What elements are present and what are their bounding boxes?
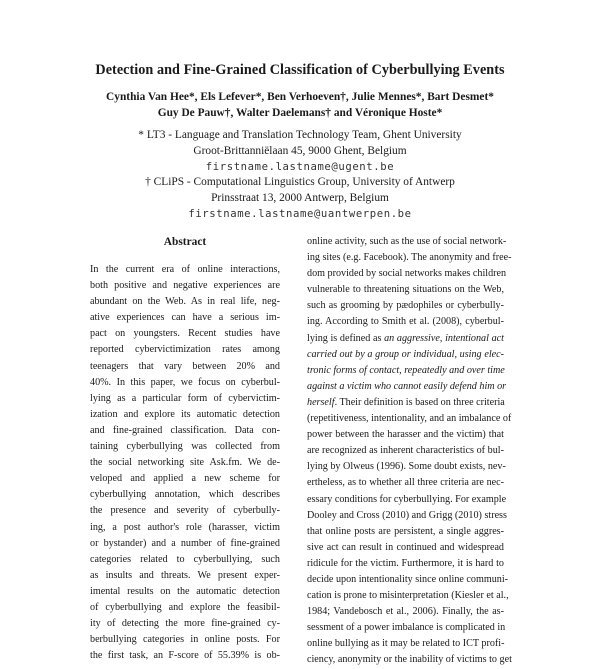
body-line: ing sites (e.g. Facebook). The anonymity and free- <box>307 252 512 264</box>
abstract-line: teenagers that vary between 20% and <box>90 360 280 372</box>
author-list <box>0 90 600 121</box>
abstract-line: ative experiences can have a serious im- <box>90 312 280 324</box>
affiliation-clips-name: † CLiPS - Computational Linguistics Group, University of Antwerp <box>145 176 455 189</box>
body-line: power between the harasser and the victim) that <box>307 429 504 441</box>
body-line: decide upon intentionality since online communi- <box>307 573 509 585</box>
abstract-line: ity of detecting the more fine-grained cy- <box>90 618 280 630</box>
body-line: are recognized as inherent characteristics of bul- <box>307 445 504 457</box>
body-line: dom provided by social networks makes children <box>307 268 507 280</box>
body-line <box>307 395 504 411</box>
body-text: . Their definition is based on three criteria <box>334 396 505 408</box>
abstract-line: 40%. In this paper, we focus on cyberbul- <box>90 376 280 388</box>
abstract-line: reported cybervictimization rates among <box>90 344 280 356</box>
body-line: sive act can result in continued and widespread <box>307 541 504 553</box>
abstract-line: the social networking site Ask.fm. We de- <box>90 457 280 469</box>
abstract-heading: Abstract <box>163 236 207 248</box>
body-line: ridicule for the victim. Furthermore, it is hard to <box>307 557 504 569</box>
abstract-line: In the current era of online interactions, <box>90 264 280 275</box>
body-line <box>307 363 504 379</box>
abstract-line: taining cyberbullying was collected from <box>90 441 280 453</box>
abstract-line: pact on youngsters. Recent studies have <box>90 328 280 340</box>
abstract-line: categories related to cyberbullying, such <box>90 553 280 565</box>
body-line: lying by Olweus (1996). Some doubt exists, nev- <box>307 461 506 473</box>
body-line <box>307 347 504 363</box>
body-line: sessment of a power imbalance is complicated in <box>307 622 506 634</box>
body-line <box>307 379 507 395</box>
definition-text: an aggressive, intentional act <box>384 332 504 344</box>
body-line: 1984; Vandebosch et al., 2006). Finally, the as- <box>307 606 504 618</box>
affiliation-lt3-address: Groot-Brittanniëlaan 45, 9000 Ghent, Belgium <box>193 144 407 157</box>
body-line: vulnerable to threatening situations on the Web, <box>307 284 504 296</box>
body-line: ciency, anonymity or the inability of victims to get <box>307 654 512 666</box>
definition-text: tronic forms of contact, repeatedly and over time <box>307 364 505 376</box>
abstract-line: of cyberbullying and explore the feasibil- <box>90 601 280 613</box>
abstract-line: lying as a particular form of cybervictim- <box>90 392 280 404</box>
abstract-line: both positive and negative experiences are <box>90 280 280 292</box>
abstract-line: ing, a post author's role (harasser, victim <box>90 521 280 533</box>
body-line: cation is prone to misinterpretation (Kiesler et al., <box>307 590 509 602</box>
affiliation-clips-address: Prinsstraat 13, 2000 Antwerp, Belgium <box>211 192 389 205</box>
abstract-line: ization and explore its automatic detection <box>90 408 280 420</box>
body-line: ing. According to Smith et al. (2008), cyberbul- <box>307 316 504 328</box>
abstract-line: and fine-grained classification. Data con- <box>90 424 280 436</box>
body-line: ertheless, as to whether all three criteria are nec- <box>307 477 504 489</box>
abstract-line: imental results on the automatic detection <box>90 585 280 597</box>
introduction-body <box>307 234 512 669</box>
affiliation-clips-email: firstname.lastname@uantwerpen.be <box>188 207 412 220</box>
body-line: that online posts are persistent, a single aggres- <box>307 525 504 537</box>
paper-title: Detection and Fine-Grained Classification of Cyberbullying Events <box>95 62 505 78</box>
author-line-2: Guy De Pauw†, Walter Daelemans† and Véronique Hoste* <box>157 106 443 119</box>
body-text: lying is defined as <box>307 332 385 344</box>
abstract-line: or bystander) and a number of fine-grained <box>90 537 280 549</box>
body-line: online bullying as it may be related to ICT profi- <box>307 638 505 650</box>
body-line <box>307 331 504 347</box>
body-line: Dooley and Cross (2010) and Grigg (2010) stress <box>307 509 507 521</box>
abstract-line: as insults and threats. We present exper- <box>90 569 280 581</box>
body-line: (repetitiveness, intentionality, and an imbalance of <box>307 413 512 425</box>
abstract-line: abundant on the Web. As in real life, neg- <box>90 296 280 308</box>
abstract-line: the first task, an F-score of 55.39% is ob- <box>90 650 280 662</box>
affiliations <box>0 128 600 223</box>
body-line: such as grooming by pædophiles or cyberbully- <box>307 300 504 312</box>
author-line-1: Cynthia Van Hee*, Els Lefever*, Ben Verhoeven†, Julie Mennes*, Bart Desmet* <box>106 91 494 103</box>
definition-text: herself <box>307 396 335 408</box>
abstract-line: veloped and applied a new scheme for <box>90 473 280 485</box>
affiliation-lt3-name: * LT3 - Language and Translation Technology Team, Ghent University <box>138 129 462 141</box>
body-line: online activity, such as the use of social network- <box>307 236 507 247</box>
definition-text: carried out by a group or individual, using elec- <box>307 348 504 360</box>
definition-text: against a victim who cannot easily defend him or <box>307 380 507 392</box>
abstract-line: berbullying categories in online posts. For <box>90 634 280 646</box>
abstract-body <box>90 262 280 664</box>
abstract-line: the presence and severity of cyberbully- <box>90 505 280 517</box>
body-line: essary conditions for cyberbullying. For example <box>307 493 507 505</box>
abstract-line: cyberbullying annotation, which describes <box>90 489 280 501</box>
affiliation-lt3-email: firstname.lastname@ugent.be <box>205 160 395 173</box>
